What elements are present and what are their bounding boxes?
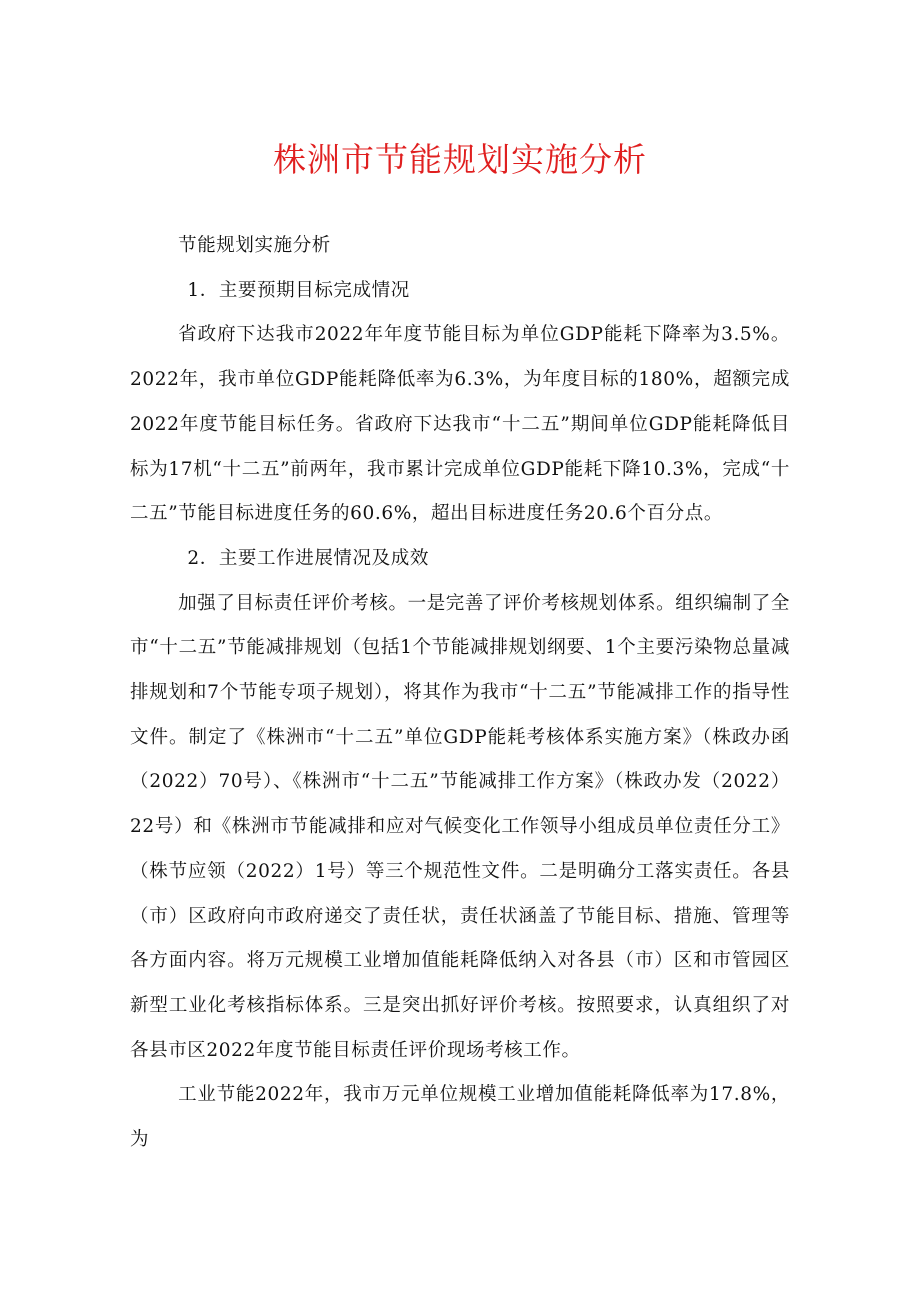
document-title: 株洲市节能规划实施分析: [273, 140, 647, 179]
subheading-progress: 2．主要工作进展情况及成效: [187, 547, 429, 569]
paragraph-targets: 省政府下达我市2022年年度节能目标为单位GDP能耗下降率为3.5%。2022年，我市单位GDP能耗降低率为6.3%，为年度目标的180%，超额完成2022年度节能目标任务。省政府下达我市“十二五”期间单位GDP能耗降低目标为17机“十二五”前两年，我市累计完成单位GDP能耗下降10.3%，完成“十二五”节能目标进度任务的60.6%，超出目标进度任务20.6个百分点。: [130, 324, 790, 525]
paragraph-industry: 工业节能2022年，我市万元单位规模工业增加值能耗降低率为17.8%，为: [130, 1084, 790, 1151]
paragraph-progress: 加强了目标责任评价考核。一是完善了评价考核规划体系。组织编制了全市“十二五”节能减排规划（包括1个节能减排规划纲要、1个主要污染物总量减排规划和7个节能专项子规划），将其作为我市“十二五”节能减排工作的指导性文件。制定了《株洲市“十二五”单位GDP能耗考核体系实施方案》（株政办函（2022）70号）、《株洲市“十二五”节能减排工作方案》（株政办发（2022）22号）和《株洲市节能减排和应对气候变化工作领导小组成员单位责任分工》（株节应领（2022）1号）等三个规范性文件。二是明确分工落实责任。各县（市）区政府向市政府递交了责任状，责任状涵盖了节能目标、措施、管理等各方面内容。将万元规模工业增加值能耗降低纳入对各县（市）区和市管园区新型工业化考核指标体系。三是突出抓好评价考核。按照要求，认真组织了对各县市区2022年度节能目标责任评价现场考核工作。: [130, 592, 790, 1061]
subheading-targets: 1．主要预期目标完成情况: [187, 279, 410, 301]
section-heading: 节能规划实施分析: [178, 235, 331, 256]
document-body: [130, 224, 790, 1163]
